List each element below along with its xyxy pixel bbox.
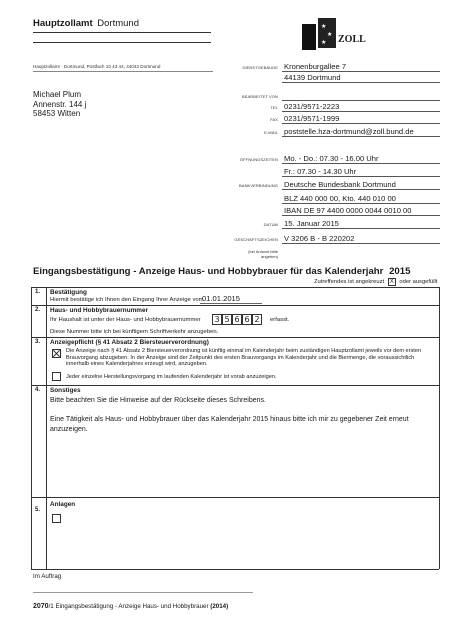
section-3-number: 3. [35, 339, 41, 345]
info-value: poststelle.hza-dortmund@zoll.bund.de [284, 127, 414, 136]
form-version: (2014) [210, 603, 229, 610]
sender-line: Hauptzollamt · Dortmund, Postfach 10 43 44, 44043 Dortmund [33, 64, 161, 69]
info-label: DATUM [263, 222, 278, 227]
info-label: BEARBEITET VON [241, 94, 278, 99]
info-underline [282, 215, 440, 216]
info-label: GESCHÄFTSZEICHEN [234, 237, 278, 242]
star-emblem-icon [318, 18, 336, 48]
form-number: 2070 [33, 603, 49, 610]
info-value: 0231/9571-2223 [284, 102, 340, 111]
recipient-street: Annenstr. 144 j [33, 99, 87, 109]
info-underline [282, 176, 440, 177]
brewer-number-digit: 3 [212, 314, 222, 325]
section-2-text-after: erfasst. [270, 317, 290, 323]
brewer-number-digit: 6 [232, 314, 242, 325]
info-underline [282, 136, 440, 137]
row-divider-4 [31, 497, 439, 498]
zoll-logo [302, 18, 372, 58]
info-underline [282, 71, 440, 72]
info-underline [282, 123, 440, 124]
info-underline [282, 189, 440, 190]
form-description: /1 Eingangsbestätigung - Anzeige Haus- und Hobbybrauer [48, 603, 209, 610]
im-auftrag: Im Auftrag [33, 573, 62, 580]
info-label: FAX [270, 117, 278, 122]
info-value: Mo. - Do.: 07.30 - 16.00 Uhr [284, 154, 379, 163]
form-top-border [31, 287, 439, 288]
form-left-border [31, 287, 32, 569]
section-2-number: 2. [35, 307, 41, 313]
brewer-number-boxes [212, 314, 266, 325]
section-1-text: Hiermit bestätige ich Ihnen den Eingang Ihrer Anzeige vom [50, 297, 204, 303]
svg-text:★: ★ [321, 24, 327, 30]
info-value: Kronenburgallee 7 [284, 62, 347, 71]
info-underline [282, 203, 440, 204]
section-2-text: Ihr Haushalt ist unter der Haus- und Hobbybrauernummer [50, 317, 201, 323]
tick-hint-before: Zutreffendes ist angekreuzt [314, 279, 385, 285]
row-divider-2 [31, 337, 439, 338]
section-4-title: Sonstiges [50, 387, 81, 394]
info-underline [282, 100, 440, 101]
option-annual-notice-text: Die Anzeige nach § 41 Absatz 2 Biersteuerverordnung ist künftig einmal im Kalenderjahr beim zuständigen Hauptzollamt jeweils vor dem ersten Brauvorgang abzugeben. In der Anzeige sind der Zeitpunkt des ersten Brauvorgangs im Kalenderjahr und die Biermenge, die voraussichtlich innerhalb eines Kalenderjahres erzeugt wird, anzugeben. [66, 348, 422, 368]
info-underline [282, 82, 440, 83]
info-value: BLZ 440 000 00, Kto. 440 010 00 [284, 194, 396, 203]
info-value: 44139 Dortmund [284, 73, 341, 82]
row-divider-3 [31, 385, 439, 386]
section-4-line-1: Bitte beachten Sie die Hinweise auf der Rückseite dieses Schreibens. [50, 397, 266, 404]
option-each-brew-checkbox[interactable] [52, 372, 61, 381]
form-right-border [439, 287, 440, 569]
section-1-date-underline [200, 303, 262, 304]
svg-text:★: ★ [321, 40, 327, 46]
eagle-icon [302, 24, 316, 50]
tick-hint-after: oder ausgefüllt [399, 279, 438, 285]
option-each-brew-text: Jeder einzelne Herstellungsvorgang im laufenden Kalenderjahr ist vorab anzuzeigen. [66, 374, 277, 380]
recipient-address [33, 90, 86, 119]
info-value: Deutsche Bundesbank Dortmund [284, 180, 396, 189]
info-underline [282, 228, 440, 229]
tick-hint-mark: X [389, 279, 394, 285]
attachments-checkbox[interactable] [52, 514, 61, 523]
office-heading [33, 18, 139, 29]
info-underline [282, 243, 440, 244]
section-2-note: Diese Nummer bitte ich bei künftigem Schriftverkehr anzugeben. [50, 329, 219, 335]
info-value: V 3206 B - B 220202 [284, 234, 355, 243]
brewer-number-digit: 6 [242, 314, 252, 325]
document-title [33, 266, 410, 277]
info-label: ÖFFNUNGSZEITEN [239, 157, 278, 162]
info-label: TEL [270, 105, 278, 110]
section-5-title: Anlagen [50, 501, 76, 508]
section-2-title: Haus- und Hobbybrauernummer [50, 307, 149, 314]
info-value: Fr.: 07.30 - 14.30 Uhr [284, 167, 357, 176]
option-annual-notice-checkbox[interactable] [52, 349, 61, 358]
info-label: BANKVERBINDUNG [239, 183, 278, 188]
logo-text: ZOLL [338, 34, 366, 45]
office-city: Dortmund [97, 18, 139, 29]
section-4-number: 4. [35, 387, 41, 393]
heading-underline [33, 32, 211, 33]
recipient-name: Michael Plum [33, 90, 82, 99]
sender-underline [33, 71, 213, 72]
heading-underline-2 [33, 42, 211, 43]
info-label: E-MAIL [264, 130, 278, 135]
brewer-number-digit: 5 [222, 314, 232, 325]
section-4-line-2: Eine Tätigkeit als Haus- und Hobbybrauer über das Kalenderjahr 2015 hinaus bitte ich mir zu gegebener Zeit erneut anzuzeigen. [50, 416, 409, 433]
form-number-divider [46, 287, 47, 569]
row-divider-1 [31, 305, 439, 306]
info-underline [282, 163, 440, 164]
section-1-number: 1. [35, 289, 41, 295]
office-name: Hauptzollamt [33, 18, 93, 29]
title-text: Eingangsbestätigung - Anzeige Haus- und Hobbybrauer für das Kalenderjahr [33, 266, 384, 277]
info-label: DIENSTGEBÄUDE [242, 65, 278, 70]
title-year: 2015 [389, 266, 411, 277]
info-value: 15. Januar 2015 [284, 219, 339, 228]
form-bottom-border [31, 569, 439, 570]
info-value: IBAN DE 97 4400 0000 0044 0010 00 [284, 206, 412, 215]
info-value: 0231/9571-1999 [284, 114, 340, 123]
tick-hint [314, 278, 437, 286]
section-5-number: 5. [35, 507, 41, 513]
section-1-date: 01.01.2015 [202, 294, 241, 303]
signature-line [33, 592, 253, 593]
brewer-number-digit: 2 [252, 314, 262, 325]
section-1-title: Bestätigung [50, 289, 87, 296]
svg-text:★: ★ [327, 32, 333, 38]
form-footer [33, 603, 228, 610]
section-3-title: Anzeigepflicht (§ 41 Absatz 2 Biersteuerverordnung) [50, 339, 209, 346]
recipient-city: 58453 Witten [33, 109, 81, 118]
info-underline [282, 111, 440, 112]
reference-hint: (bei Antwort bitte angeben) [248, 249, 278, 259]
